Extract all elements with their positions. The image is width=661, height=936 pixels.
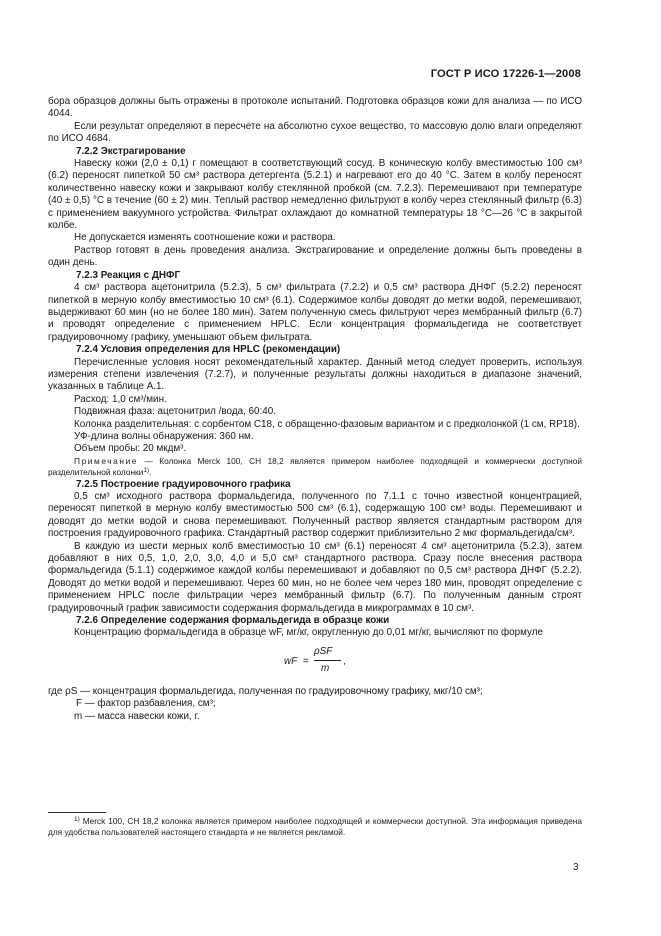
paragraph: Не допускается изменять соотношение кожи и раствора. [74,232,336,244]
document-body [48,96,582,723]
section-heading-7-2-6: 7.2.6 Определение содержания формальдегида в образце кожи [76,615,390,627]
section-heading-7-2-2: 7.2.2 Экстрагирование [76,145,186,157]
definition: m — масса навески кожи, г. [74,710,200,722]
paragraph: Концентрацию формальдегида в образце wF, мг/кг, округленную до 0,01 мг/кг, вычисляют по формуле [74,627,544,639]
standard-header: ГОСТ Р ИСО 17226-1—2008 [430,68,581,80]
formula-lhs: wF [284,655,298,667]
paragraph: В каждую из шести мерных колб вместимостью 10 см³ (6.1) переносят 4 см³ ацетонитрила (5.2.3), затем добавляют в них 0,5, 1,0, 2,0, 3,0, 4,0 и 5,0 см³ стандартного раствора. Сразу после внесения раствора формальдегида (5.1.1) содержимое каждой колбы перемешивают и добавляют по 0,5 см³ раствора ДНФГ (5.2.2). Доводят до метки водой и перемешивают. Через 60 мин, но не более чем через 180 мин, проводят определение с применением HPLC после фильтрации через мембранный фильтр (6.7). По полученным данным строят градуировочный график зависимости содержания формальдегида в микрограммах в 10 см³. [48,540,582,614]
formula [48,646,582,680]
paragraph: Расход: 1,0 см³/мин. [74,393,167,405]
footnote [48,816,582,839]
paragraph: Раствор готовят в день проведения анализа. Экстрагирование и определение должны быть проведены в один день. [48,244,582,269]
section-heading-7-2-5: 7.2.5 Построение градуировочного графика [76,478,291,490]
section-heading-7-2-3: 7.2.3 Реакция с ДНФГ [76,269,181,281]
note-text: — Колонка Merck 100, CH 18,2 является примером наиболее подходящей и коммерчески доступной разделительной колонки [48,455,582,478]
paragraph: 0,5 см³ исходного раствора формальдегида, полученного по 7.1.1 с точно известной концентрацией, переносят пипеткой в мерную колбу вместимостью 500 см³ (6.1), содержащую 100 см³ воды. Перемешивают и доводят до метки водой и снова перемешивают. Полученный раствор является стандартным раствором для построения градуировочного графика. Стандартный раствор содержит приблизительно 2 мкг формальдегида/см³. [48,491,582,540]
note: Примечание — Колонка Merck 100, CH 18,2 является примером наиболее подходящей и коммерчески доступной разделительной колонки$^{1)}$. [48,455,582,478]
paragraph: 4 см³ раствора ацетонитрила (5.2.3), 5 см³ фильтрата (7.2.2) и 0,5 см³ раствора ДНФГ (5.2.2) переносят пипеткой в мерную колбу вместимостью 10 см³ (6.1). Содержимое колбы доводят до метки водой, перемешивают, выдерживают 60 мин (но не более 180 мин). Затем полученную смесь фильтруют через мембранный фильтр (6.7) и проводят определение с применением HPLC. Если концентрация формальдегида не соответствует градуировочному графику, уменьшают объем фильтрата. [48,282,582,343]
paragraph: Перечисленные условия носят рекомендательный характер. Данный метод следует проверить, используя измерения степени извлечения (7.2.7), и полученные результаты должны находиться в диапазоне значений, указанных в таблице А.1. [48,356,582,393]
paragraph: Если результат определяют в пересчете на абсолютно сухое вещество, то массовую долю влаги определяют по ИСО 4684. [48,120,582,145]
footnote-divider [48,812,106,813]
paragraph: бора образцов должны быть отражены в протоколе испытаний. Подготовка образцов кожи для анализа — по ИСО 4044. [48,96,582,120]
formula-denominator: m [321,662,330,674]
formula-numerator: ρSF [314,645,333,657]
formula-end: , [343,655,346,667]
footnote-ref: 1) [143,467,150,475]
footnote-mark: 1) [74,816,80,823]
note-label: Примечание [74,455,139,466]
footnote-text: Merck 100, CH 18,2 колонка является примером наиболее подходящей и коммерчески доступной. Эта информация приведена для удобства пользователей настоящего стандарта и не является рекламой. [48,816,582,838]
definition: где ρS — концентрация формальдегида, полученная по градуировочному графику, мкг/10 см³; [48,685,483,697]
section-heading-7-2-4: 7.2.4 Условия определения для HPLC (рекомендации) [76,344,341,356]
paragraph: Навеску кожи (2,0 ± 0,1) г помещают в соответствующий сосуд. В коническую колбу вместимостью 100 см³ (6.2) переносят пипеткой 50 см³ раствора детергента (5.2.1) и нагревают его до 40 °C. Затем в колбу переносят количественно навеску кожи и закрывают колбу стеклянной пробкой (см. 7.2.3). Перемешивают при температуре (40 ± 0,5) °C в течение (60 ± 2) мин. Теплый раствор немедленно фильтруют в колбу через стеклянный фильтр (6.3) с применением вакуумного устройства. Фильтрат охлаждают до комнатной температуры 18 °C—26 °C в закрытой колбе. [48,158,582,232]
formula-equals: = [303,655,309,667]
paragraph: Подвижная фаза: ацетонитрил /вода, 60:40. [74,406,277,418]
paragraph: Колонка разделительная: с сорбентом С18, с обращенно-фазовым вариантом и с предколонкой (1 см, RP18). [74,418,580,430]
page-number: 3 [573,862,579,873]
fraction-bar [314,660,341,661]
paragraph: УФ-длина волны обнаружения: 360 нм. [74,430,254,442]
definition: F — фактор разбавления, см³; [76,698,216,710]
variable-definitions [48,686,582,723]
paragraph: Объем пробы: 20 мкдм³. [74,443,187,455]
